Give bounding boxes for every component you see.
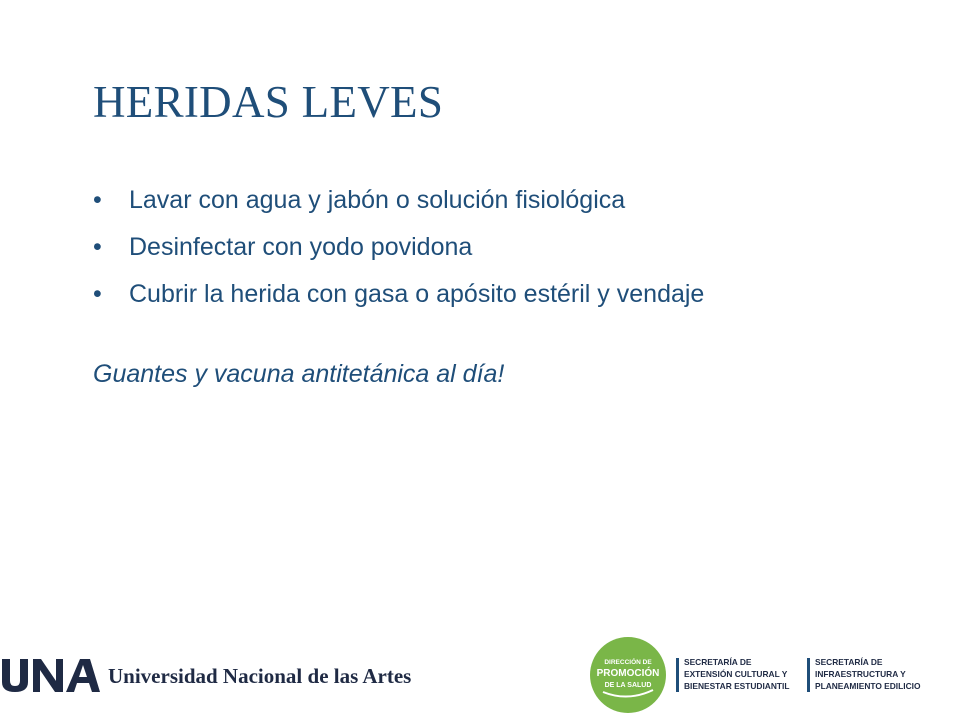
bullet-text: Lavar con agua y jabón o solución fisiológica	[129, 186, 626, 214]
bullet-item	[93, 272, 704, 319]
footer	[0, 630, 960, 720]
secretaria-line: SECRETARÍA DE	[815, 657, 883, 667]
secretaria-line: PLANEAMIENTO EDILICIO	[815, 681, 921, 691]
bullet-item	[93, 225, 704, 272]
svg-text:DIRECCIÓN DE: DIRECCIÓN DE	[604, 659, 652, 666]
bullet-symbol: •	[93, 280, 102, 308]
note-text: Guantes y vacuna antitetánica al día!	[93, 360, 505, 388]
divider-bar	[676, 658, 679, 692]
divider-bar	[807, 658, 810, 692]
bullet-symbol: •	[93, 233, 102, 261]
university-name: Universidad Nacional de las Artes	[108, 664, 412, 688]
secretaria-line: INFRAESTRUCTURA Y	[815, 669, 906, 679]
svg-text:DE LA SALUD: DE LA SALUD	[604, 682, 652, 689]
bullet-item	[93, 178, 704, 225]
una-logo	[0, 657, 100, 693]
svg-text:PROMOCIÓN: PROMOCIÓN	[596, 668, 660, 679]
bullet-text: Desinfectar con yodo povidona	[129, 233, 473, 261]
secretaria-line: BIENESTAR ESTUDIANTIL	[684, 681, 790, 691]
salud-promotion-logo	[589, 636, 667, 714]
bullet-symbol: •	[93, 186, 102, 214]
secretaria-line: SECRETARÍA DE	[684, 657, 752, 667]
bullet-list	[93, 178, 704, 319]
bullet-text: Cubrir la herida con gasa o apósito estéril y vendaje	[129, 280, 705, 308]
secretaria-line: EXTENSIÓN CULTURAL Y	[684, 669, 788, 679]
slide-title: HERIDAS LEVES	[93, 77, 444, 127]
